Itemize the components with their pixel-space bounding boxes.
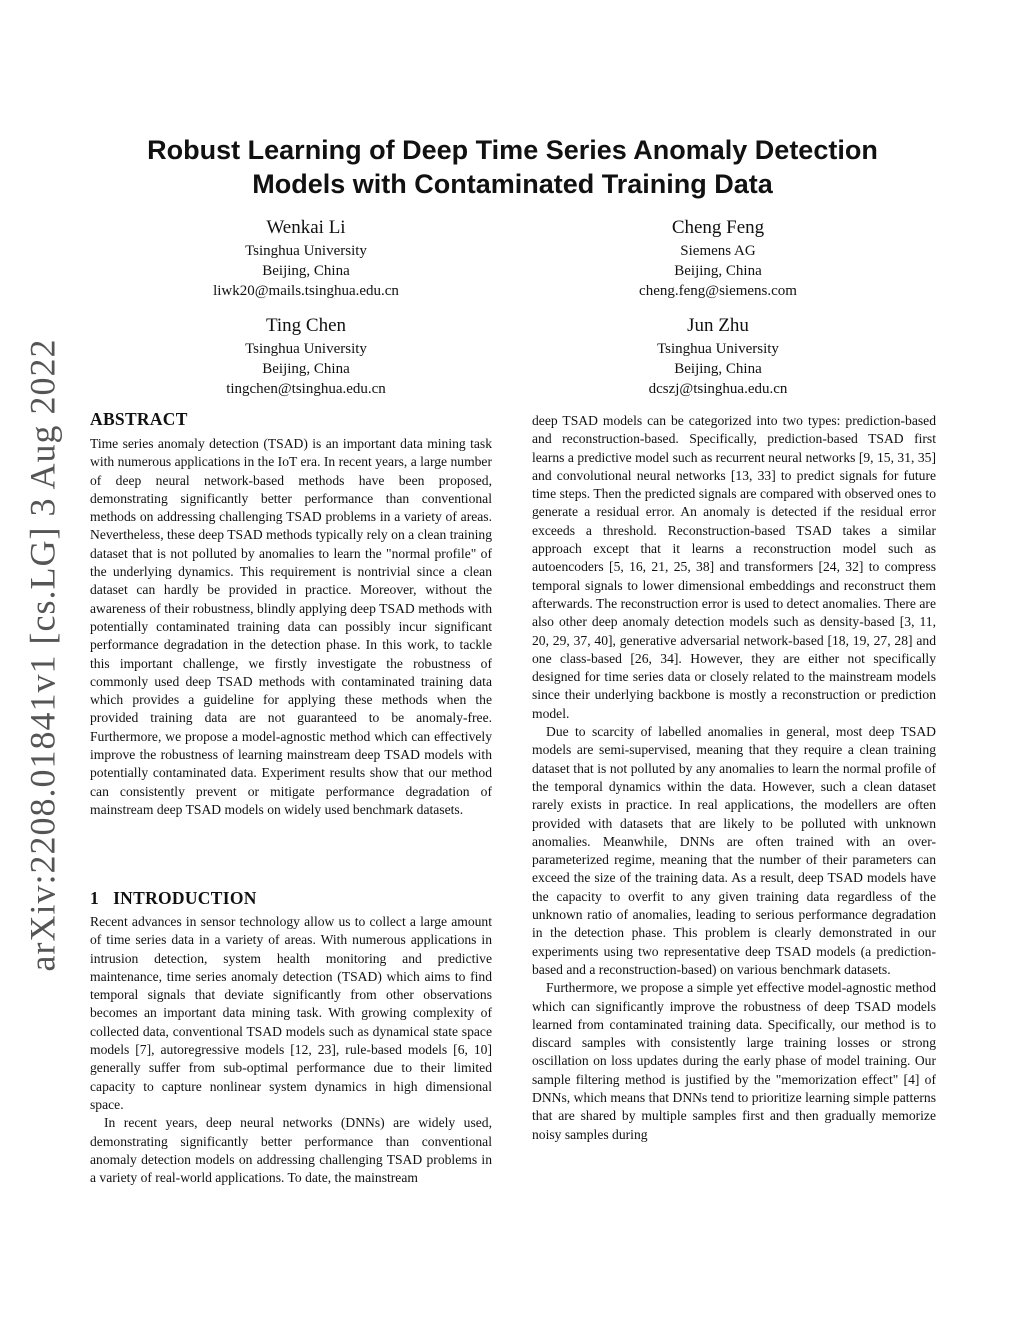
author-name: Ting Chen [265, 315, 347, 336]
introduction-paragraph-4: Due to scarcity of labelled anomalies in general, most deep TSAD models are semi-supervised, meaning that they require a clean training dataset that is not polluted by any anomalies to learn the normal profile of the temporal dynamics within the data. However, such a clean dataset rarely exists in practice. In real applications, the modellers are often provided with datasets that are likely to be polluted with unknown anomalies. Meanwhile, DNNs are often trained with an over-parameterized regime, meaning that the number of their parameters can exceed the size of the training data. As a result, deep TSAD models have the capacity to overfit to any given training data regardless of the unknown ratio of anomalies, leading to serious performance degradation in the detection phase. This problem is clearly demonstrated in our experiments using two representative deep TSAD models (a prediction-based and a reconstruction-based) on various benchmark datasets. [532, 724, 936, 977]
author-block-jun-zhu [538, 314, 898, 399]
abstract-text: Time series anomaly detection (TSAD) is an important data mining task with numerous applications in the IoT era. In recent years, a large number of deep neural network-based methods have been proposed, demonstrating significantly better performance than conventional methods on addressing challenging TSAD problems in a variety of areas. Nevertheless, these deep TSAD methods typically rely on a clean training dataset that is not polluted by anomalies to learn the "normal profile" of the underlying dynamics. This requirement is nontrivial since a clean dataset can hardly be provided in practice. Moreover, without the awareness of their robustness, blindly applying deep TSAD methods with potentially contaminated training data can possibly incur significant performance degradation in the detection phase. In this work, to tackle this important challenge, we firstly investigate the robustness of commonly used deep TSAD methods with contaminated training data which provides a guideline for applying these methods when the provided training data are not guaranteed to be anomaly-free. Furthermore, we propose a model-agnostic method which can effectively improve the robustness of learning mainstream deep TSAD models with potentially contaminated data. Experiment results show that our method can consistently prevent or mitigate performance degradation of mainstream deep TSAD models on widely used benchmark datasets. [90, 436, 492, 817]
section-number: 1 [90, 888, 100, 908]
introduction-paragraph-2: In recent years, deep neural networks (DNNs) are widely used, demonstrating significantly better performance than conventional anomaly detection models on addressing challenging TSAD problems in a variety of real-world applications. To date, the mainstream [90, 1115, 492, 1186]
author-location: Beijing, China [674, 263, 762, 279]
author-affiliation: Tsinghua University [657, 341, 779, 357]
author-affiliation: Siemens AG [680, 243, 756, 259]
author-name: Cheng Feng [671, 217, 765, 238]
introduction-heading [90, 887, 492, 909]
paper-title [90, 133, 935, 201]
section-title: INTRODUCTION [113, 888, 257, 908]
author-affiliation: Tsinghua University [245, 341, 367, 357]
right-column [532, 412, 936, 1144]
author-email: tingchen@tsinghua.edu.cn [226, 381, 386, 397]
introduction-paragraph-1: Recent advances in sensor technology allow us to collect a large amount of time series data in a variety of areas. With numerous applications in intrusion detection, system health monitoring and predictive maintenance, time series anomaly detection (TSAD) which aims to find temporal signals that deviate significantly from other observations becomes an important data mining task. With growing complexity of collected data, conventional TSAD models such as dynamical state space models [7], autoregressive models [12, 23], rule-based models [6, 10] generally suffer from sub-optimal performance due to their limited capacity to capture nonlinear system dynamics in high dimensional space. [90, 914, 492, 1112]
author-block-wenkai-li [126, 216, 486, 301]
author-name: Jun Zhu [687, 315, 749, 336]
arxiv-identifier-stamp [20, 338, 64, 972]
arxiv-identifier-text: arXiv:2208.01841v1 [cs.LG] 3 Aug 2022 [22, 338, 62, 972]
author-location: Beijing, China [262, 361, 350, 377]
author-email: liwk20@mails.tsinghua.edu.cn [213, 283, 399, 299]
paper-title-line-1: Robust Learning of Deep Time Series Anomaly Detection [147, 135, 878, 165]
author-email: cheng.feng@siemens.com [639, 283, 797, 299]
author-email: dcszj@tsinghua.edu.cn [648, 381, 788, 397]
abstract-section [90, 408, 492, 819]
introduction-paragraph-3: deep TSAD models can be categorized into two types: prediction-based and reconstruction-based. Specifically, prediction-based TSAD first learns a predictive model such as recurrent neural networks [9, 15, 31, 35] and convolutional neural networks [13, 33] to predict signals for future time steps. Then the predicted signals are compared with observed ones to generate a residual error. An anomaly is detected if the residual error exceeds a threshold. Reconstruction-based TSAD takes a similar approach except that it learns a reconstruction model such as autoencoders [5, 16, 21, 25, 38] and transformers [24, 32] to compress temporal signals to lower dimensional embeddings and reconstruct them afterwards. The reconstruction error is used to detect anomalies. There are also other deep anomaly detection models such as density-based [3, 11, 20, 29, 37, 40], generative adversarial network-based [18, 19, 27, 28] and one class-based [26, 34]. However, they are either not specifically designed for time series data or closely related to the mainstream models since their underlying backbone is mostly a reconstruction or prediction model. [532, 413, 936, 721]
author-name: Wenkai Li [266, 217, 346, 238]
introduction-paragraph-5: Furthermore, we propose a simple yet effective model-agnostic method which can significantly improve the robustness of deep TSAD models learned from contaminated training data. Specifically, our method is to discard samples with consistently large training losses or strong oscillation on loss updates during the early phase of model training. Our sample filtering method is justified by the "memorization effect" [4] of DNNs, which means that DNNs tend to prioritize learning simple patterns that are shared by multiple samples first and then gradually memorize noisy samples during [532, 980, 936, 1142]
author-affiliation: Tsinghua University [245, 243, 367, 259]
author-block-ting-chen [126, 314, 486, 399]
abstract-heading: ABSTRACT [90, 409, 188, 429]
author-location: Beijing, China [262, 263, 350, 279]
author-block-cheng-feng [538, 216, 898, 301]
author-location: Beijing, China [674, 361, 762, 377]
introduction-section [90, 887, 492, 1187]
paper-title-line-2: Models with Contaminated Training Data [252, 169, 773, 199]
